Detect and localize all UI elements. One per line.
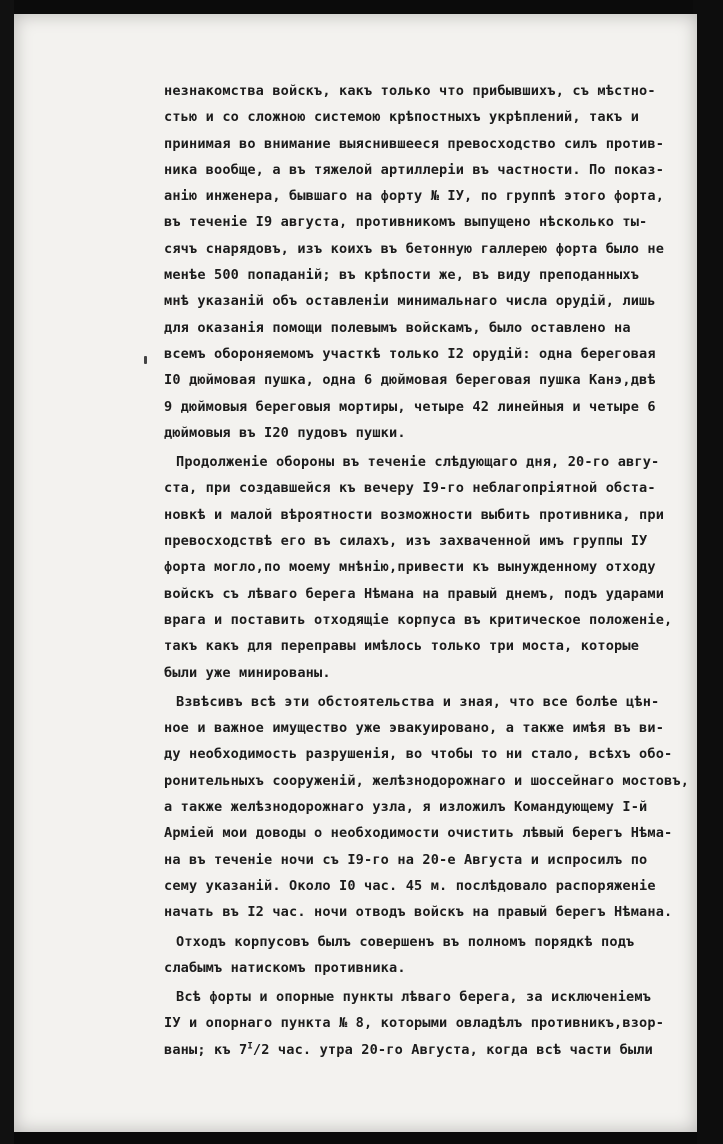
text-line: слабымъ натискомъ противника. [164,959,406,976]
paragraph-first-line: Всѣ форты и опорные пункты лѣваго берега, за исключенiемъ [176,989,652,1006]
text-line: въ теченiе I9 августа, противникомъ выпущено нѣсколько ты- [164,214,648,231]
text-line: форта могло,по моему мнѣнiю,привести къ вынужденному отходу [164,559,656,576]
document-body [164,78,694,1063]
text-line: начать въ I2 час. ночи отводъ войскъ на правый берегъ Нѣмана. [164,904,673,921]
text-line: такъ какъ для переправы имѣлось только три моста, которые [164,638,640,655]
text-line: были уже минированы. [164,664,331,681]
margin-mark [144,356,147,364]
text-line: для оказанiя помощи полевымъ войскамъ, было оставлено на [164,319,631,336]
film-border-left [0,0,14,1144]
paragraph-first-line: Взвѣсивъ всѣ эти обстоятельства и зная, что все болѣе цѣн- [176,693,660,710]
document-page [14,14,697,1132]
text-line: новкѣ и малой вѣроятности возможности выбить противника, при [164,506,665,523]
text-line: ное и важное имущество уже эвакуировано, а также имѣя въ ви- [164,720,665,737]
text-line: на въ теченiе ночи съ I9-го на 20-е Августа и испросилъ по [164,851,648,868]
text-line: превосходствѣ его въ силахъ, изъ захваченной имъ группы IУ [164,533,648,550]
text-line: ста, при создавшейся къ вечеру I9-го неблагопрiятной обста- [164,480,656,497]
text-line: стью и со сложною системою крѣпостныхъ укрѣплений, такъ и [164,109,640,126]
paragraph-first-line: Отходъ корпусовъ былъ совершенъ въ полномъ порядкѣ подъ [176,933,635,950]
text-line: всемъ обороняемомъ участкѣ только I2 орудiй: одна береговая [164,345,656,362]
text-line: менѣе 500 попаданiй; въ крѣпости же, въ виду преподанныхъ [164,267,640,284]
text-line: незнакомства войскъ, какъ только что прибывшихъ, съ мѣстно- [164,83,656,99]
film-border-bottom [14,1132,697,1144]
text-line: 9 дюймовыя береговыя мортиры, четыре 42 линейныя и четыре 6 [164,398,656,415]
text-line: анiю инженера, бывшаго на форту № IУ, по группѣ этого форта, [164,188,665,205]
text-line: сему указанiй. Около I0 час. 45 м. послѣдовало распоряженiе [164,877,656,894]
text-line: ду необходимость разрушенiя, во чтобы то ни стало, всѣхъ обо- [164,746,673,763]
text-fragment: ваны; къ 7 [164,1041,248,1058]
film-border-right [693,0,723,1144]
text-line: а также желѣзнодорожнаго узла, я изложилъ Командующему I-й [164,799,648,816]
text-line: врага и поставить отходящiе корпуса въ критическое положенiе, [164,611,673,628]
paragraph-first-line: Продолженiе обороны въ теченiе слѣдующаго дня, 20-го авгу- [176,454,660,471]
text-line: I0 дюймовая пушка, одна 6 дюймовая береговая пушка Канэ,двѣ [164,372,656,389]
text-line: IУ и опорнаго пункта № 8, которыми овладѣлъ противникъ,взор- [164,1015,665,1032]
text-line: мнѣ указанiй объ оставленiи минимальнаго числа орудiй, лишь [164,293,656,310]
fraction-numerator: I [247,1041,253,1052]
text-line: принимая во внимание выяснившееся превосходство силъ против- [164,135,665,152]
text-line: ника вообще, а въ тяжелой артиллерiи въ частности. По показ- [164,161,665,178]
text-line: дюймовыя въ I20 пудовъ пушки. [164,424,406,441]
text-line: Армiей мои доводы о необходимости очистить лѣвый берегъ Нѣма- [164,825,673,842]
text-fragment: /2 час. утра 20-го Августа, когда всѣ части были [252,1041,653,1058]
text-line-fraction [164,1037,694,1063]
text-line: войскъ съ лѣваго берега Нѣмана на правый днемъ, подъ ударами [164,585,665,602]
text-line: ронительныхъ сооруженiй, желѣзнодорожнаго и шоссейнаго мостовъ, [164,772,690,789]
text-line: сячъ снарядовъ, изъ коихъ въ бетонную галлерею форта было не [164,240,665,257]
